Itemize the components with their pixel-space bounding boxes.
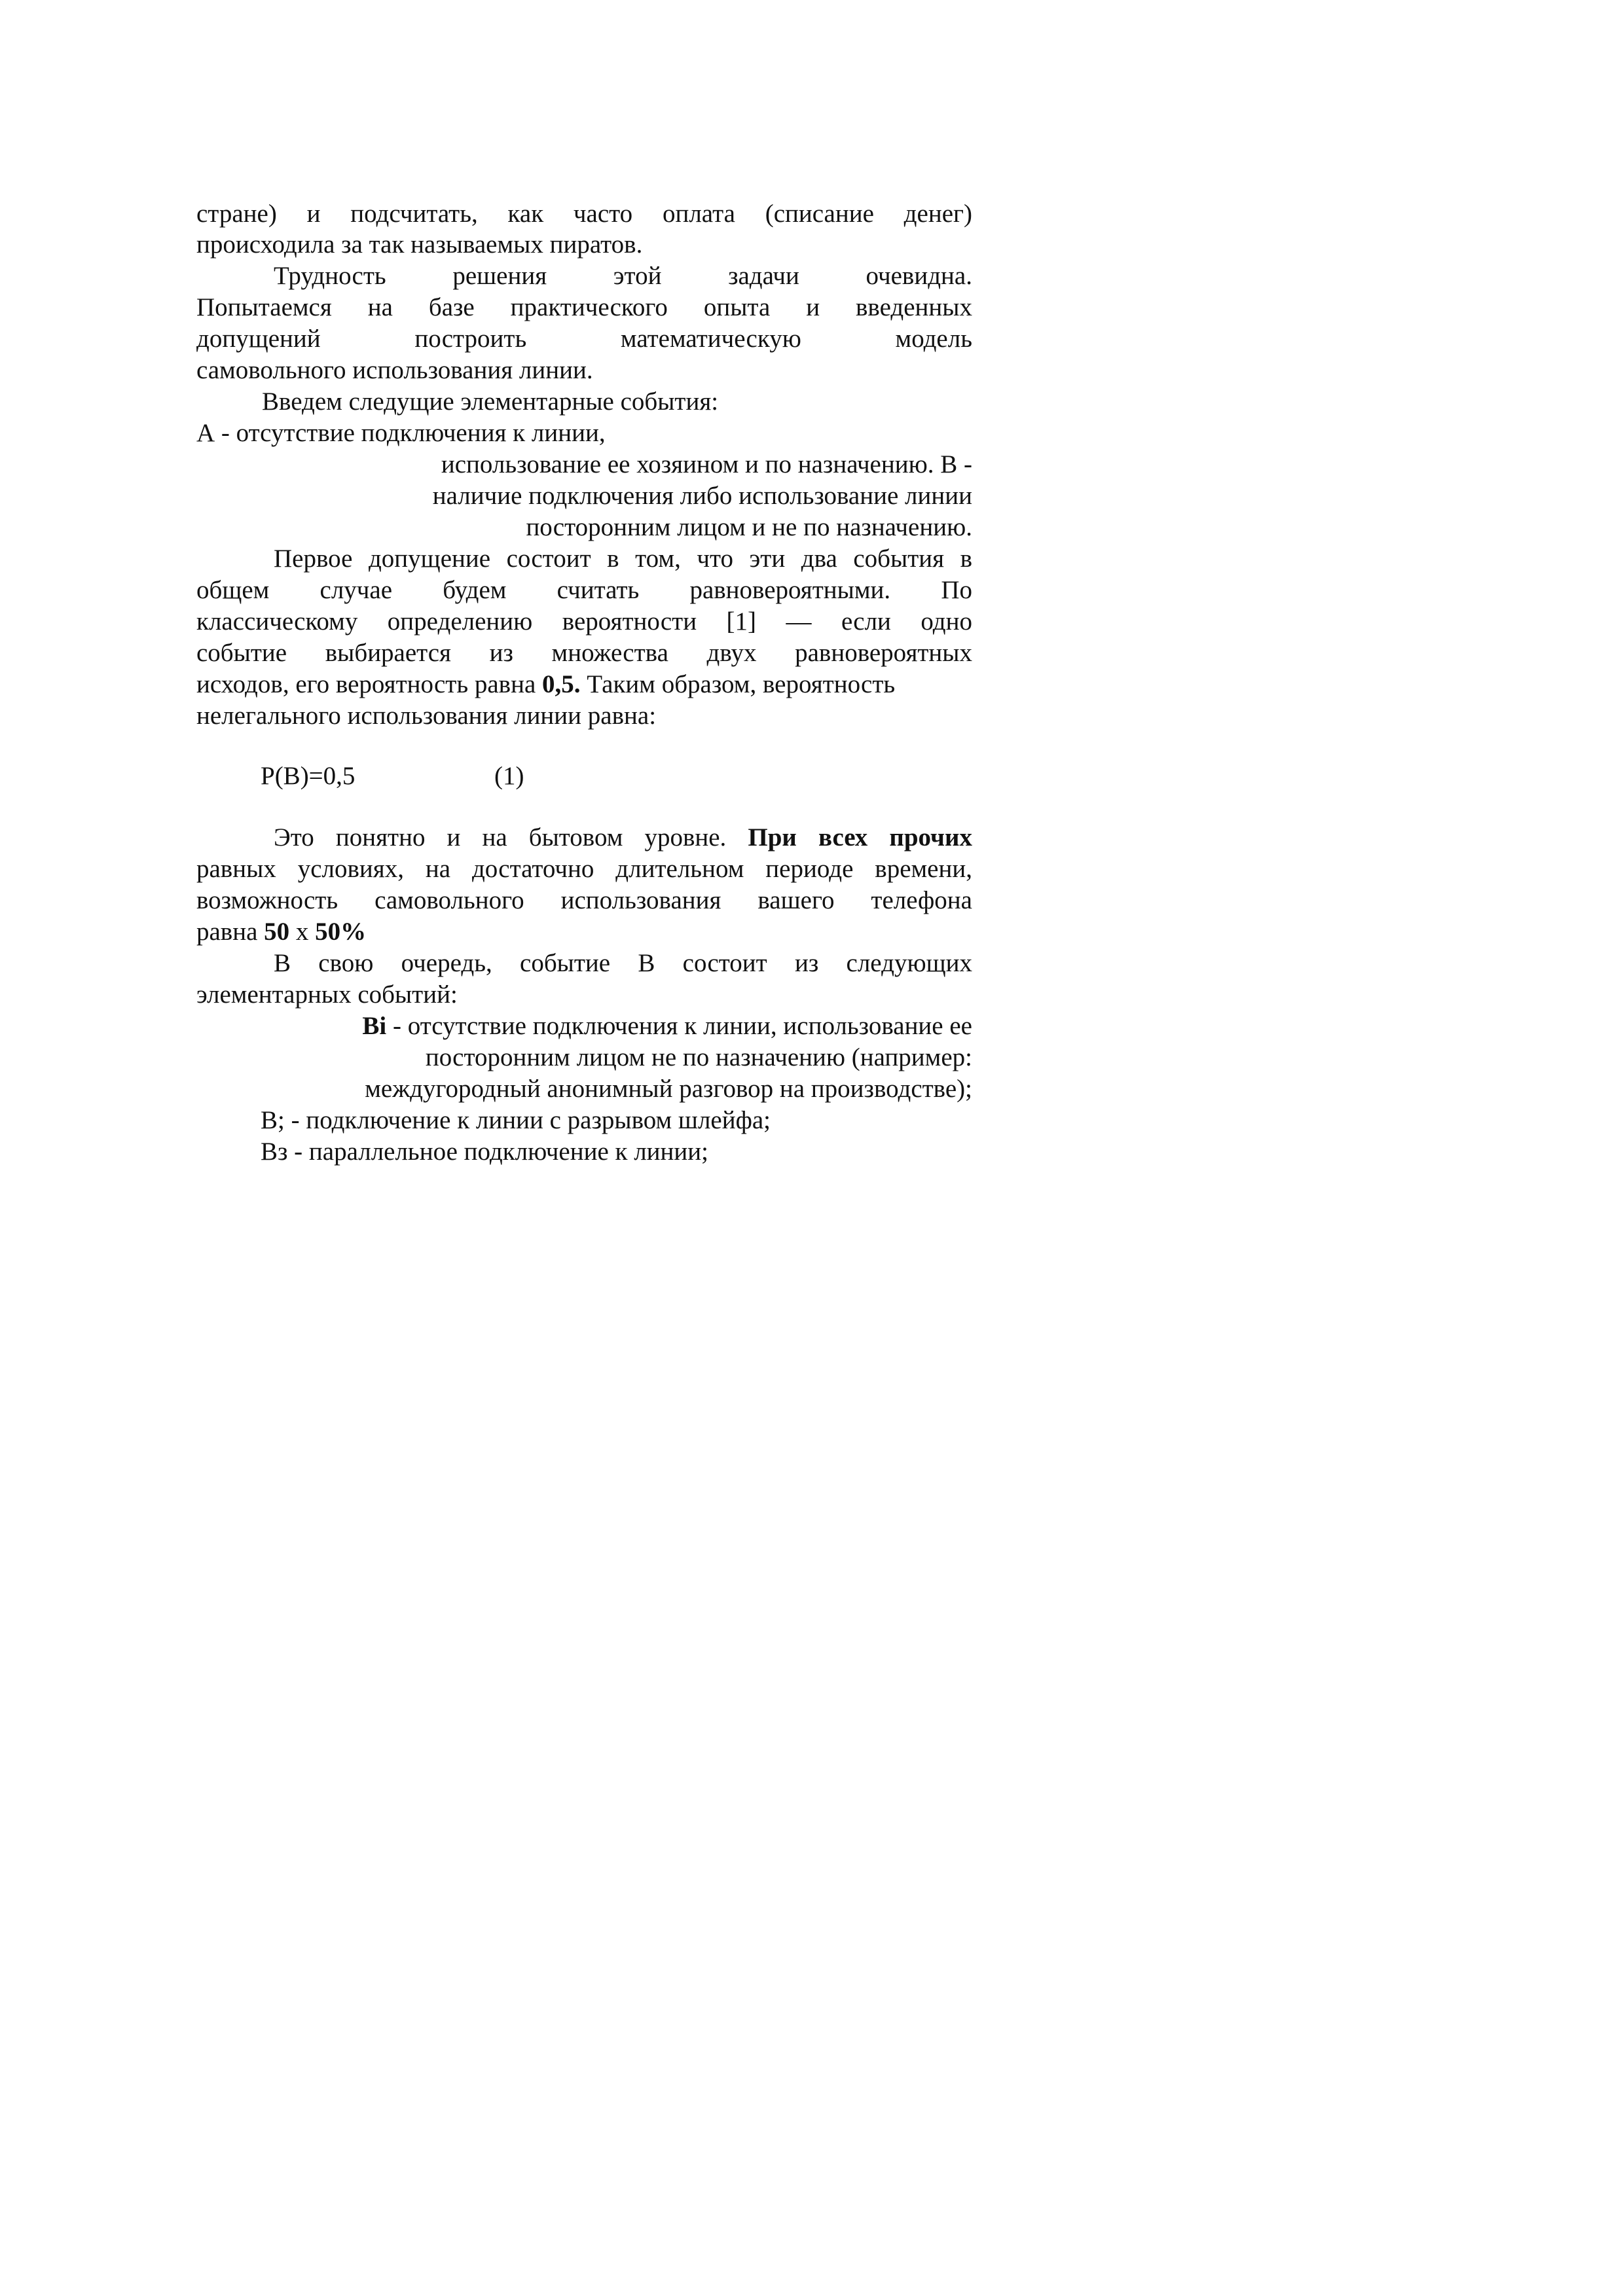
text-line: элементарных событий: (196, 980, 458, 1009)
text-line: междугородный анонимный разговор на производстве); (365, 1075, 972, 1103)
text-line: происходила за так называемых пиратов. (196, 230, 643, 259)
text-line: допущений построить математическую модель (196, 325, 972, 353)
text-line: нелегального использования линии равна: (196, 702, 657, 730)
text-span: Таким образом, вероятность (580, 670, 896, 698)
text-line: стране) и подсчитать, как часто оплата (списание денег) (196, 200, 972, 228)
text-line: В свою очередь, событие В состоит из следующих (274, 949, 972, 977)
bold-text: 50% (315, 918, 367, 946)
text-line: посторонним лицом и не по назначению. (526, 513, 972, 541)
text-line: возможность самовольного использования вашего телефона (196, 886, 972, 914)
bold-text: При всех прочих (748, 823, 972, 852)
event-a: А - отсутствие подключения к линии, (196, 419, 606, 447)
bold-text: 50 (264, 918, 290, 946)
event-b2: В; - подключение к линии с разрывом шлейфа; (261, 1106, 771, 1134)
text-span: равна (196, 918, 264, 946)
text-line (196, 669, 972, 700)
text-line (196, 916, 972, 947)
text-line: Введем следущие элементарные события: (262, 387, 719, 416)
text-line (274, 822, 972, 853)
text-line: общем случае будем считать равновероятными. По (196, 576, 972, 604)
text-line: Попытаемся на базе практического опыта и введенных (196, 293, 972, 321)
text-line: равных условиях, на достаточно длительном периоде времени, (196, 855, 972, 883)
text-line: классическому определению вероятности [1] — если одно (196, 607, 972, 636)
text-line: посторонним лицом не по назначению (например: (425, 1043, 972, 1071)
text-line: использование ее хозяином и по назначению. В - (441, 450, 972, 478)
text-span: х (289, 918, 316, 946)
bold-text: 0,5. (542, 670, 581, 698)
formula-expression: P(B)=0,5 (261, 762, 356, 790)
text-span: исходов, его вероятность равна (196, 670, 543, 698)
text-line: Первое допущение состоит в том, что эти два события в (274, 545, 972, 573)
text-span: - отсутствие подключения к линии, использование ее (386, 1012, 972, 1040)
bold-text: Bi (362, 1012, 387, 1040)
text-line: Трудность решения этой задачи очевидна. (274, 262, 972, 290)
event-b1 (196, 1011, 972, 1041)
text-span: Это понятно и на бытовом уровне. (274, 823, 748, 852)
text-line: самовольного использования линии. (196, 356, 593, 384)
formula-number: (1) (494, 762, 524, 790)
event-b3: Вз - параллельное подключение к линии; (261, 1138, 708, 1166)
text-line: событие выбирается из множества двух равновероятных (196, 639, 972, 667)
event-b: наличие подключения либо использование линии (432, 482, 972, 510)
